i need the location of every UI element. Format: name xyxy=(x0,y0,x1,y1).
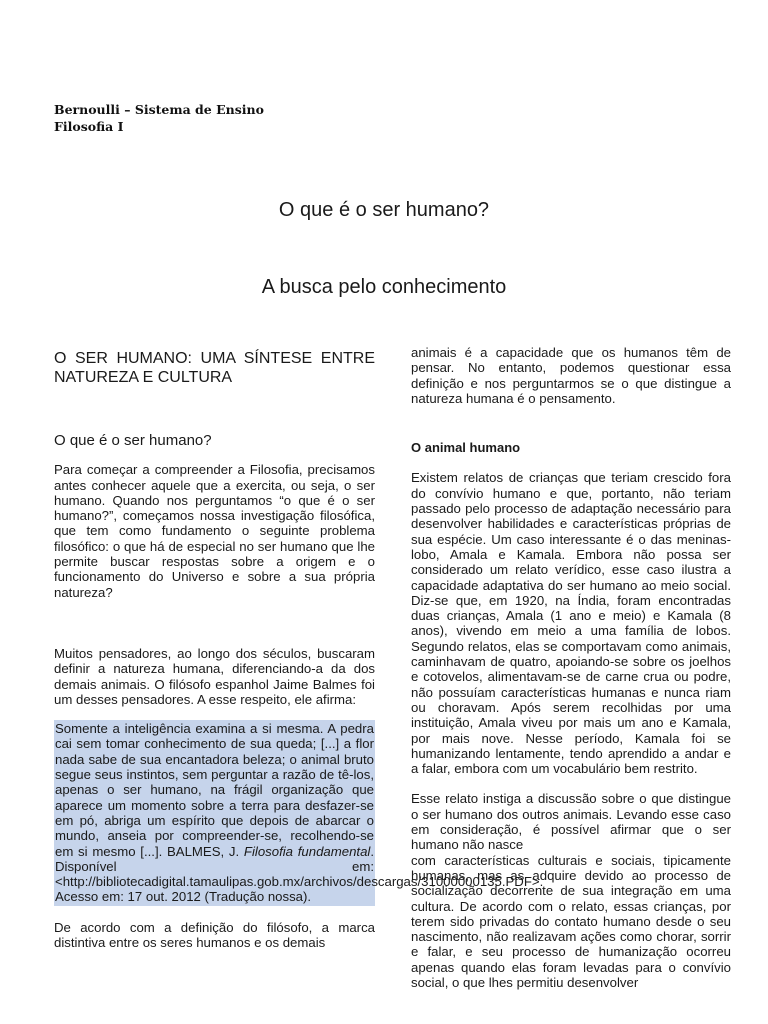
subheading-animal-humano: O animal humano xyxy=(411,440,521,456)
page-title: O que é o ser humano? xyxy=(278,199,490,221)
paragraph-wolf-girls: Existem relatos de crianças que teriam crescido fora do convívio humano e que, portanto, não teriam passado pelo processo de adaptação necessário para desenvolver habilidades e características próprias de sua espécie. Um caso interessante é o das meninas-lobo, Amala e Kamala. Embora não possa ser considerado um relato verídico, esse caso ilustra a capacidade adaptativa do ser humano ao meio social. Diz-se que, em 1920, na Índia, foram encontradas duas crianças, Amala (1 ano e meio) e Kamala (8 anos), vivendo em meio a uma família de lobos. Segundo relatos, elas se comportavam como animais, caminhavam de quatro, apoiando-se sobre os joelhos e cotovelos, alimentavam-se de carne crua ou podre, não possuíam características humanas e nunca riam ou choravam. Após serem recolhidas por uma instituição, Amala viveu por mais um ano e Kamala, por mais nove. Nesse período, Kamala foi se humanizando lentamente, tendo aprendido a andar e a falar, embora com um vocabulário bem restrito. xyxy=(411,470,731,777)
quote-text: Somente a inteligência examina a si mesma. A pedra cai sem tomar conhecimento de sua queda; [...] a flor nada sabe de sua encantadora beleza; o animal bruto segue seus instintos, sem perguntar a razão de tê-los, apenas o ser humano, na frágil organização que aparece um momento sobre a terra para desfazer-se em pó, abriga um espírito que depois de abarcar o mundo, anseia por compreender-se, recolhendo-se em si mesmo [...]. BALMES, J. xyxy=(55,721,374,859)
paragraph-continuation: animais é a capacidade que os humanos têm de pensar. No entanto, podemos questionar essa definição e nos perguntarmos se o que distingue a natureza humana é o pensamento. xyxy=(411,345,731,406)
document-header xyxy=(54,101,264,135)
paragraph-socialization: com características culturais e sociais, tipicamente humanas, mas as adquire devido ao processo de socialização decorrente de sua integração em uma cultura. De acordo com o relato, essas crianças, por terem sido privadas do contato humano desde o seu nascimento, não realizavam ações como chorar, sorrir e falar, e seu processo de humanização ocorreu apenas quando elas foram levadas para o convívio social, o que lhes permitiu desenvolver xyxy=(411,852,731,990)
header-subject: Filosofia I xyxy=(54,119,124,134)
paragraph-thinkers: Muitos pensadores, ao longo dos séculos, buscaram definir a natureza humana, diferenciando-a da dos demais animais. O filósofo espanhol Jaime Balmes foi um desses pensadores. A esse respeito, ele afirma: xyxy=(54,645,375,707)
right-column xyxy=(411,345,731,990)
quote-source: . Disponível em: <http://bibliotecadigital.tamaulipas.gob.mx/archivos/descargas/31000000135.PDF>. Acesso em: 17 out. 2012 (Tradução nossa). xyxy=(55,843,544,905)
quote-book-title: Filosofia fundamental xyxy=(243,843,371,859)
paragraph-definition: De acordo com a definição do filósofo, a marca distintiva entre os seres humanos e os demais xyxy=(54,919,375,951)
page-subtitle: A busca pelo conhecimento xyxy=(261,276,507,298)
paragraph-discussion: Esse relato instiga a discussão sobre o que distingue o ser humano dos outros animais. Levando esse caso em consideração, é possível afirmar que o ser humano não nasce xyxy=(411,791,731,853)
paragraph-intro: Para começar a compreender a Filosofia, precisamos antes conhecer aquele que a exercita, ou seja, o ser humano. Quando nos perguntamos “o que é o ser humano?”, começamos nossa investigação filosófica, que tem como fundamento o seguinte problema filosófico: o que há de especial no ser humano que lhe permite buscar respostas sobre a origem e o funcionamento do Universo e sobre a sua própria natureza? xyxy=(54,462,375,600)
header-publisher: Bernoulli – Sistema de Ensino xyxy=(54,102,264,117)
section-title: O SER HUMANO: UMA SÍNTESE ENTRE NATUREZA E CULTURA xyxy=(54,350,375,386)
question-heading: O que é o ser humano? xyxy=(54,432,212,449)
highlighted-quote xyxy=(54,720,544,906)
